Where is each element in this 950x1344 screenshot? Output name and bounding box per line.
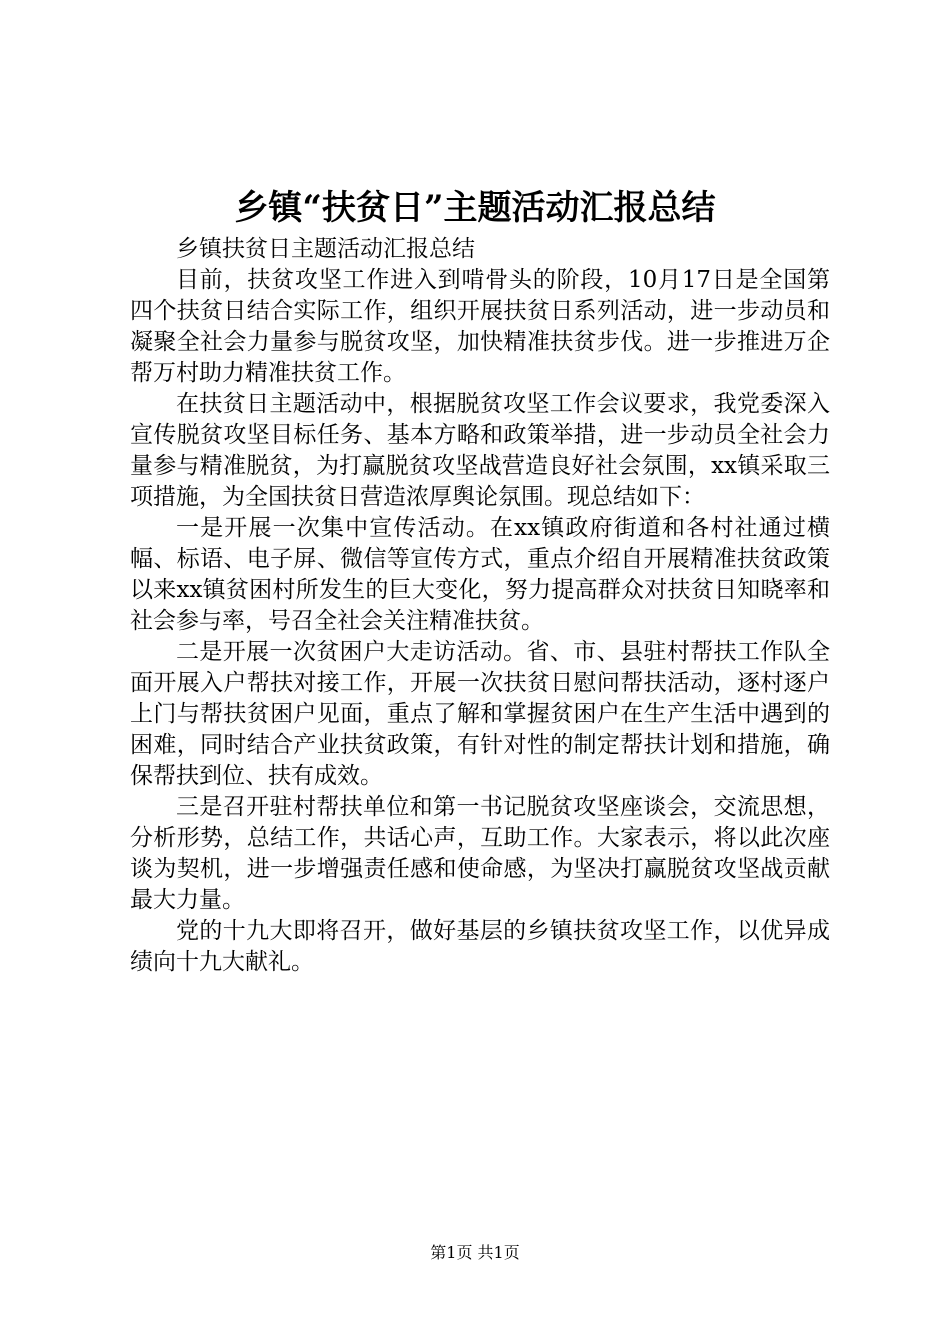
context-paragraph: 在扶贫日主题活动中，根据脱贫攻坚工作会议要求，我党委深入宣传脱贫攻坚目标任务、基本方略和政策举措，进一步动员全社会力量参与精准脱贫，为打赢脱贫攻坚战营造良好社会氛围，xx镇采取三项措施，为全国扶贫日营造浓厚舆论氛围。现总结如下： (130, 391, 830, 510)
document-body (130, 234, 830, 978)
closing-paragraph: 党的十九大即将召开，做好基层的乡镇扶贫攻坚工作，以优异成绩向十九大献礼。 (130, 918, 830, 975)
measure-two-paragraph: 二是开展一次贫困户大走访活动。省、市、县驻村帮扶工作队全面开展入户帮扶对接工作，开展一次扶贫日慰问帮扶活动，逐村逐户上门与帮扶贫困户见面，重点了解和掌握贫困户在生产生活中遇到的困难，同时结合产业扶贫政策，有针对性的制定帮扶计划和措施，确保帮扶到位、扶有成效。 (130, 639, 830, 789)
page-number-footer: 第1页 共1页 (430, 1243, 520, 1262)
intro-paragraph: 目前，扶贫攻坚工作进入到啃骨头的阶段，10月17日是全国第四个扶贫日结合实际工作，组织开展扶贫日系列活动，进一步动员和凝聚全社会力量参与脱贫攻坚，加快精准扶贫步伐。进一步推进万企帮万村助力精准扶贫工作。 (130, 267, 830, 386)
measure-three-paragraph: 三是召开驻村帮扶单位和第一书记脱贫攻坚座谈会，交流思想，分析形势，总结工作，共话心声，互助工作。大家表示，将以此次座谈为契机，进一步增强责任感和使命感，为坚决打赢脱贫攻坚战贡献最大力量。 (130, 794, 830, 913)
measure-one-paragraph: 一是开展一次集中宣传活动。在xx镇政府街道和各村社通过横幅、标语、电子屏、微信等宣传方式，重点介绍自开展精准扶贫政策以来xx镇贫困村所发生的巨大变化，努力提高群众对扶贫日知晓率和社会参与率，号召全社会关注精准扶贫。 (130, 515, 830, 634)
subtitle-paragraph: 乡镇扶贫日主题活动汇报总结 (176, 236, 475, 262)
document-title: 乡镇“扶贫日”主题活动汇报总结 (234, 188, 716, 228)
